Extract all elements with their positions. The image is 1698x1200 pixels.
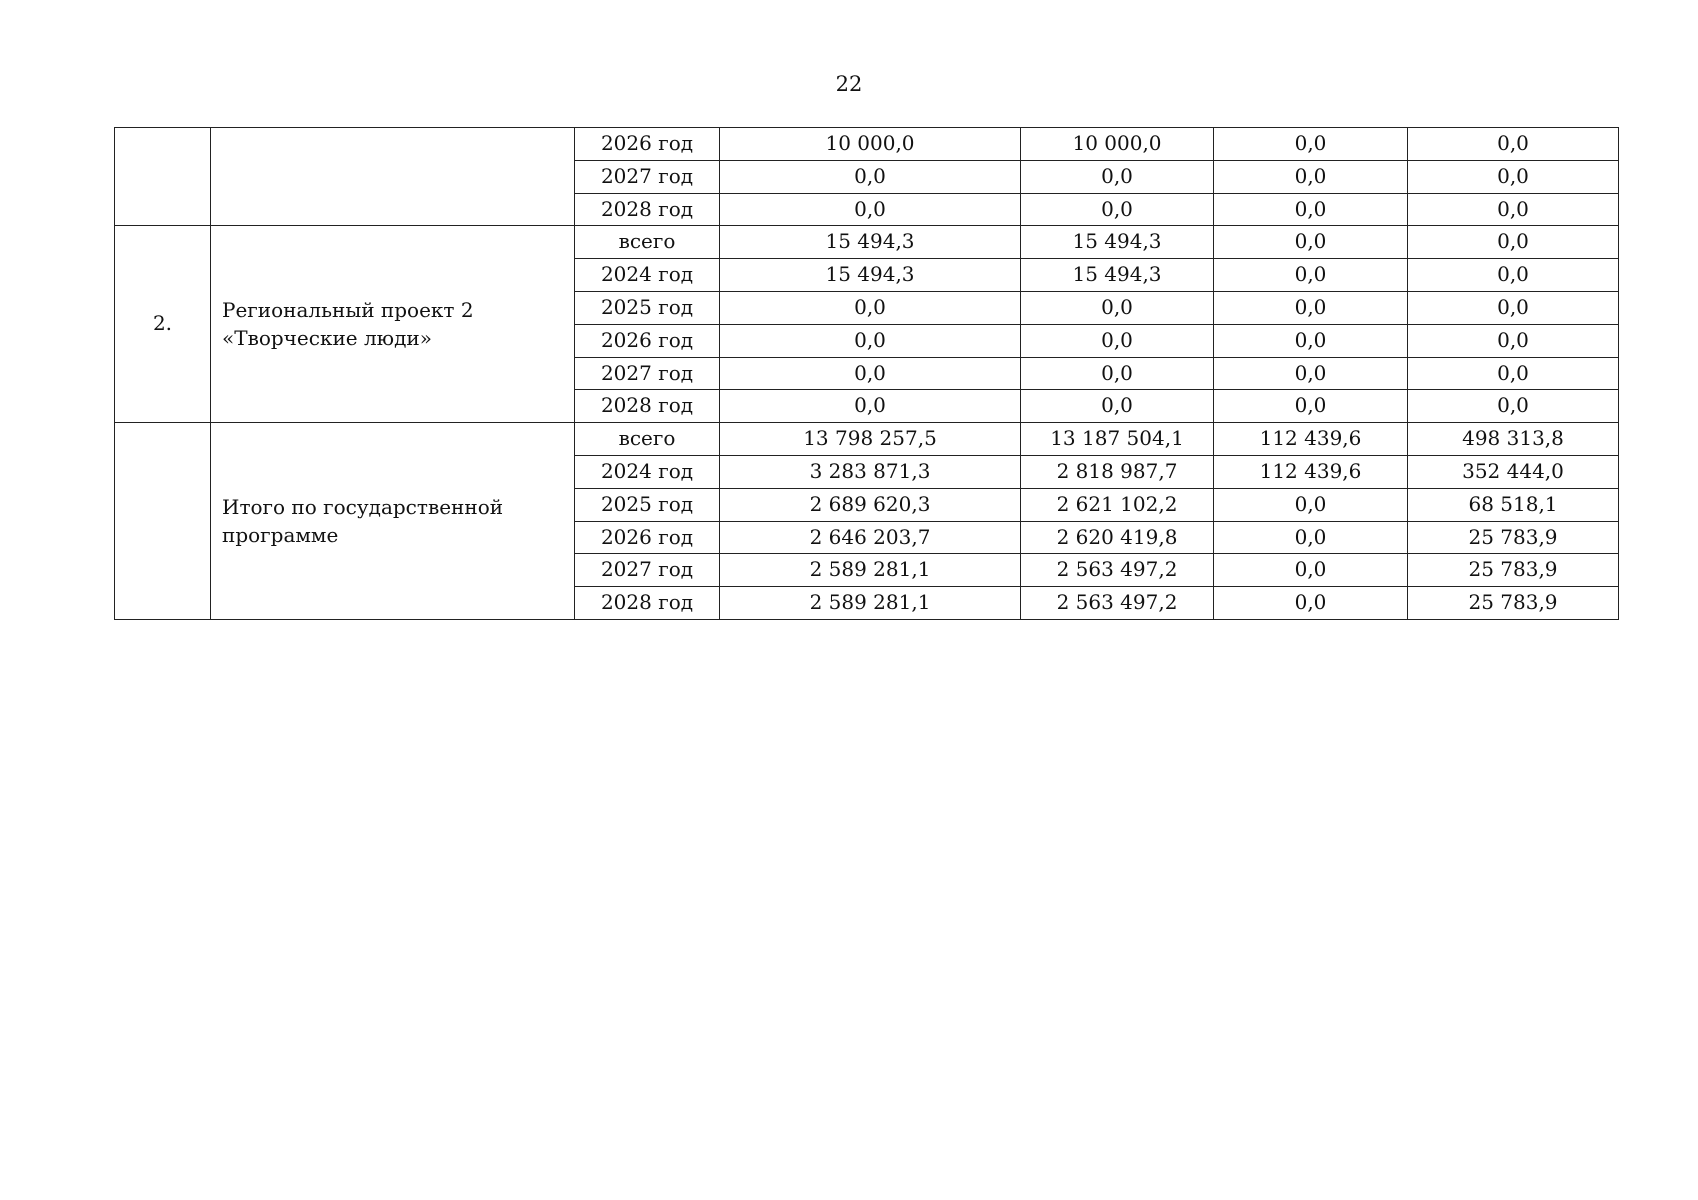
table-row [115,128,1619,161]
table-row [115,226,1619,259]
section-name-cell [211,128,575,226]
budget-table-body [115,128,1619,620]
value-cell: 2 620 419,8 [1021,521,1214,554]
value-cell: 0,0 [1214,521,1408,554]
value-cell: 68 518,1 [1408,488,1619,521]
value-cell: 0,0 [1214,554,1408,587]
period-cell: 2026 год [575,324,720,357]
value-cell: 2 689 620,3 [720,488,1021,521]
period-cell: 2028 год [575,193,720,226]
value-cell: 15 494,3 [720,226,1021,259]
value-cell: 0,0 [720,357,1021,390]
value-cell: 0,0 [720,324,1021,357]
value-cell: 2 646 203,7 [720,521,1021,554]
value-cell: 2 818 987,7 [1021,455,1214,488]
period-cell: 2026 год [575,128,720,161]
period-cell: 2025 год [575,488,720,521]
value-cell: 0,0 [1214,324,1408,357]
value-cell: 0,0 [720,291,1021,324]
period-cell: 2027 год [575,554,720,587]
section-name-line: «Творческие люди» [222,326,432,351]
value-cell: 0,0 [1021,357,1214,390]
period-cell: всего [575,226,720,259]
value-cell: 0,0 [1214,193,1408,226]
period-cell: 2024 год [575,455,720,488]
value-cell: 352 444,0 [1408,455,1619,488]
period-cell: 2028 год [575,390,720,423]
value-cell: 10 000,0 [720,128,1021,161]
section-name-line: Региональный проект 2 [222,298,474,323]
value-cell: 15 494,3 [720,259,1021,292]
value-cell: 0,0 [1021,291,1214,324]
value-cell: 0,0 [1408,259,1619,292]
section-number-cell [115,128,211,226]
period-cell: 2028 год [575,587,720,620]
value-cell: 13 798 257,5 [720,423,1021,456]
period-cell: 2025 год [575,291,720,324]
period-cell: 2027 год [575,160,720,193]
value-cell: 112 439,6 [1214,423,1408,456]
period-cell: 2024 год [575,259,720,292]
value-cell: 0,0 [1408,193,1619,226]
value-cell: 0,0 [1214,128,1408,161]
value-cell: 2 563 497,2 [1021,554,1214,587]
section-name-line: Итого по государственной [222,495,504,520]
value-cell: 2 563 497,2 [1021,587,1214,620]
value-cell: 0,0 [720,160,1021,193]
value-cell: 0,0 [1214,291,1408,324]
budget-table [114,127,1619,620]
value-cell: 0,0 [1214,160,1408,193]
value-cell: 0,0 [1214,390,1408,423]
value-cell: 0,0 [1408,226,1619,259]
value-cell: 0,0 [1021,160,1214,193]
section-number-cell [115,423,211,620]
section-name-line: программе [222,523,339,548]
value-cell: 25 783,9 [1408,521,1619,554]
value-cell: 0,0 [1214,259,1408,292]
value-cell: 0,0 [1408,357,1619,390]
value-cell: 10 000,0 [1021,128,1214,161]
value-cell: 0,0 [1408,324,1619,357]
value-cell: 0,0 [1021,324,1214,357]
value-cell: 3 283 871,3 [720,455,1021,488]
page-number: 22 [835,72,863,96]
section-number-cell: 2. [115,226,211,423]
value-cell: 0,0 [1021,193,1214,226]
value-cell: 0,0 [1408,128,1619,161]
period-cell: 2027 год [575,357,720,390]
value-cell: 2 589 281,1 [720,587,1021,620]
value-cell: 0,0 [1214,488,1408,521]
period-cell: 2026 год [575,521,720,554]
value-cell: 0,0 [1214,357,1408,390]
value-cell: 0,0 [720,193,1021,226]
section-name-cell [211,226,575,423]
value-cell: 2 589 281,1 [720,554,1021,587]
value-cell: 0,0 [1408,291,1619,324]
value-cell: 15 494,3 [1021,226,1214,259]
value-cell: 0,0 [1214,226,1408,259]
value-cell: 0,0 [1408,390,1619,423]
value-cell: 2 621 102,2 [1021,488,1214,521]
section-name-cell [211,423,575,620]
value-cell: 25 783,9 [1408,587,1619,620]
value-cell: 0,0 [1021,390,1214,423]
table-row [115,423,1619,456]
value-cell: 15 494,3 [1021,259,1214,292]
value-cell: 498 313,8 [1408,423,1619,456]
value-cell: 0,0 [1408,160,1619,193]
value-cell: 25 783,9 [1408,554,1619,587]
value-cell: 0,0 [1214,587,1408,620]
value-cell: 0,0 [720,390,1021,423]
period-cell: всего [575,423,720,456]
value-cell: 13 187 504,1 [1021,423,1214,456]
value-cell: 112 439,6 [1214,455,1408,488]
